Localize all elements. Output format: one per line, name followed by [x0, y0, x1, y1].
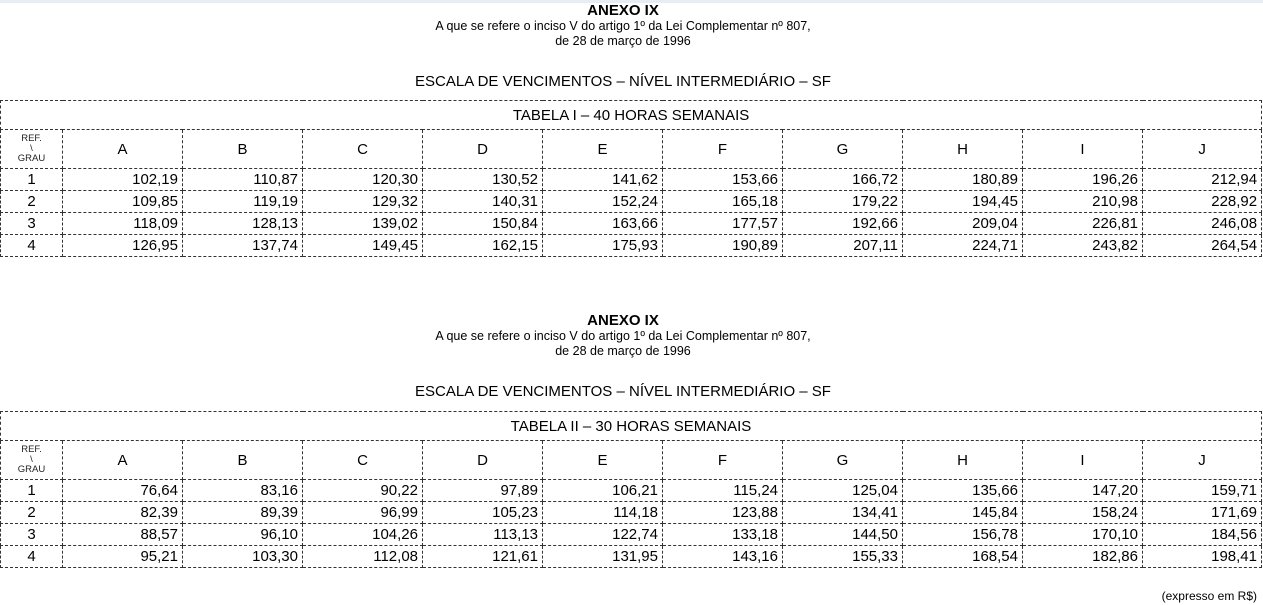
column-header: J: [1143, 130, 1262, 169]
table-row: [1, 235, 1262, 257]
value-cell: 130,52: [423, 169, 543, 191]
anexo-subtitle-line2: de 28 de março de 1996: [555, 34, 691, 48]
value-cell: 96,99: [303, 502, 423, 524]
column-header: B: [183, 130, 303, 169]
value-cell: 123,88: [663, 502, 783, 524]
grau-cell: 1: [1, 480, 63, 502]
value-cell: 118,09: [63, 213, 183, 235]
column-header: E: [543, 441, 663, 480]
value-cell: 133,18: [663, 524, 783, 546]
value-cell: 83,16: [183, 480, 303, 502]
column-header: D: [423, 130, 543, 169]
value-cell: 135,66: [903, 480, 1023, 502]
value-cell: 120,30: [303, 169, 423, 191]
value-cell: 88,57: [63, 524, 183, 546]
value-cell: 82,39: [63, 502, 183, 524]
table-caption-row: [1, 101, 1262, 130]
value-cell: 143,16: [663, 546, 783, 568]
value-cell: 134,41: [783, 502, 903, 524]
value-cell: 194,45: [903, 191, 1023, 213]
anexo-header-1: [0, 3, 1246, 49]
column-header: F: [663, 130, 783, 169]
ref-grau-label-part: REF.: [21, 444, 42, 455]
value-cell: 115,24: [663, 480, 783, 502]
column-header: I: [1023, 441, 1143, 480]
value-cell: 165,18: [663, 191, 783, 213]
column-header: E: [543, 130, 663, 169]
value-cell: 96,10: [183, 524, 303, 546]
value-cell: 106,21: [543, 480, 663, 502]
column-header: H: [903, 130, 1023, 169]
value-cell: 97,89: [423, 480, 543, 502]
anexo-header-2: [0, 313, 1246, 359]
value-cell: 89,39: [183, 502, 303, 524]
value-cell: 243,82: [1023, 235, 1143, 257]
value-cell: 180,89: [903, 169, 1023, 191]
ref-grau-header: [1, 130, 63, 169]
column-header-row: [1, 130, 1262, 169]
value-cell: 128,13: [183, 213, 303, 235]
value-cell: 125,04: [783, 480, 903, 502]
value-cell: 112,08: [303, 546, 423, 568]
value-cell: 196,26: [1023, 169, 1143, 191]
anexo-subtitle-line2: de 28 de março de 1996: [555, 344, 691, 358]
column-header: A: [63, 441, 183, 480]
value-cell: 121,61: [423, 546, 543, 568]
column-header: I: [1023, 130, 1143, 169]
value-cell: 171,69: [1143, 502, 1262, 524]
table-caption-row: [1, 412, 1262, 441]
column-header: C: [303, 130, 423, 169]
grau-cell: 1: [1, 169, 63, 191]
column-header: F: [663, 441, 783, 480]
table-row: [1, 524, 1262, 546]
value-cell: 182,86: [1023, 546, 1143, 568]
value-cell: 122,74: [543, 524, 663, 546]
value-cell: 119,19: [183, 191, 303, 213]
salary-table-1: [0, 100, 1262, 257]
grau-cell: 4: [1, 546, 63, 568]
value-cell: 170,10: [1023, 524, 1143, 546]
value-cell: 212,94: [1143, 169, 1262, 191]
value-cell: 110,87: [183, 169, 303, 191]
table-row: [1, 480, 1262, 502]
value-cell: 198,41: [1143, 546, 1262, 568]
grau-cell: 3: [1, 524, 63, 546]
grau-cell: 4: [1, 235, 63, 257]
column-header: G: [783, 130, 903, 169]
column-header: A: [63, 130, 183, 169]
value-cell: 137,74: [183, 235, 303, 257]
value-cell: 76,64: [63, 480, 183, 502]
value-cell: 166,72: [783, 169, 903, 191]
value-cell: 131,95: [543, 546, 663, 568]
table-row: [1, 169, 1262, 191]
column-header-row: [1, 441, 1262, 480]
escala-heading: ESCALA DE VENCIMENTOS – NÍVEL INTERMEDIÁRIO – SF: [415, 383, 831, 400]
value-cell: 109,85: [63, 191, 183, 213]
table-row: [1, 191, 1262, 213]
value-cell: 168,54: [903, 546, 1023, 568]
value-cell: 103,30: [183, 546, 303, 568]
value-cell: 246,08: [1143, 213, 1262, 235]
value-cell: 129,32: [303, 191, 423, 213]
column-header: J: [1143, 441, 1262, 480]
value-cell: 155,33: [783, 546, 903, 568]
value-cell: 226,81: [1023, 213, 1143, 235]
anexo-title: ANEXO IX: [587, 312, 659, 329]
value-cell: 156,78: [903, 524, 1023, 546]
table-row: [1, 213, 1262, 235]
column-header: B: [183, 441, 303, 480]
anexo-subtitle-line1: A que se refere o inciso V do artigo 1º da Lei Complementar nº 807,: [435, 19, 811, 33]
value-cell: 140,31: [423, 191, 543, 213]
column-header: C: [303, 441, 423, 480]
grau-cell: 3: [1, 213, 63, 235]
value-cell: 177,57: [663, 213, 783, 235]
table-row: [1, 502, 1262, 524]
grau-cell: 2: [1, 502, 63, 524]
value-cell: 104,26: [303, 524, 423, 546]
value-cell: 150,84: [423, 213, 543, 235]
grau-cell: 2: [1, 191, 63, 213]
ref-grau-label-part: GRAU: [17, 464, 46, 475]
value-cell: 264,54: [1143, 235, 1262, 257]
value-cell: 159,71: [1143, 480, 1262, 502]
value-cell: 153,66: [663, 169, 783, 191]
value-cell: 179,22: [783, 191, 903, 213]
ref-grau-label-part: REF.: [21, 133, 42, 144]
table-caption: TABELA I – 40 HORAS SEMANAIS: [1, 101, 1262, 130]
escala-heading: ESCALA DE VENCIMENTOS – NÍVEL INTERMEDIÁRIO – SF: [415, 73, 831, 90]
currency-note: (expresso em R$): [1161, 589, 1257, 603]
value-cell: 163,66: [543, 213, 663, 235]
value-cell: 147,20: [1023, 480, 1143, 502]
anexo-title: ANEXO IX: [587, 2, 659, 19]
salary-table-2: [0, 411, 1262, 568]
value-cell: 113,13: [423, 524, 543, 546]
value-cell: 145,84: [903, 502, 1023, 524]
ref-grau-header: [1, 441, 63, 480]
value-cell: 102,19: [63, 169, 183, 191]
value-cell: 141,62: [543, 169, 663, 191]
value-cell: 139,02: [303, 213, 423, 235]
value-cell: 175,93: [543, 235, 663, 257]
value-cell: 162,15: [423, 235, 543, 257]
column-header: D: [423, 441, 543, 480]
value-cell: 105,23: [423, 502, 543, 524]
value-cell: 228,92: [1143, 191, 1262, 213]
value-cell: 190,89: [663, 235, 783, 257]
ref-grau-label-part: GRAU: [17, 153, 46, 164]
value-cell: 209,04: [903, 213, 1023, 235]
value-cell: 158,24: [1023, 502, 1143, 524]
table-row: [1, 546, 1262, 568]
value-cell: 114,18: [543, 502, 663, 524]
value-cell: 224,71: [903, 235, 1023, 257]
column-header: H: [903, 441, 1023, 480]
value-cell: 207,11: [783, 235, 903, 257]
value-cell: 192,66: [783, 213, 903, 235]
value-cell: 152,24: [543, 191, 663, 213]
value-cell: 210,98: [1023, 191, 1143, 213]
column-header: G: [783, 441, 903, 480]
value-cell: 95,21: [63, 546, 183, 568]
value-cell: 126,95: [63, 235, 183, 257]
ref-grau-label-part: \: [30, 454, 33, 465]
anexo-subtitle-line1: A que se refere o inciso V do artigo 1º da Lei Complementar nº 807,: [435, 329, 811, 343]
value-cell: 149,45: [303, 235, 423, 257]
table-caption: TABELA II – 30 HORAS SEMANAIS: [1, 412, 1262, 441]
value-cell: 90,22: [303, 480, 423, 502]
ref-grau-label-part: \: [30, 143, 33, 154]
value-cell: 144,50: [783, 524, 903, 546]
value-cell: 184,56: [1143, 524, 1262, 546]
